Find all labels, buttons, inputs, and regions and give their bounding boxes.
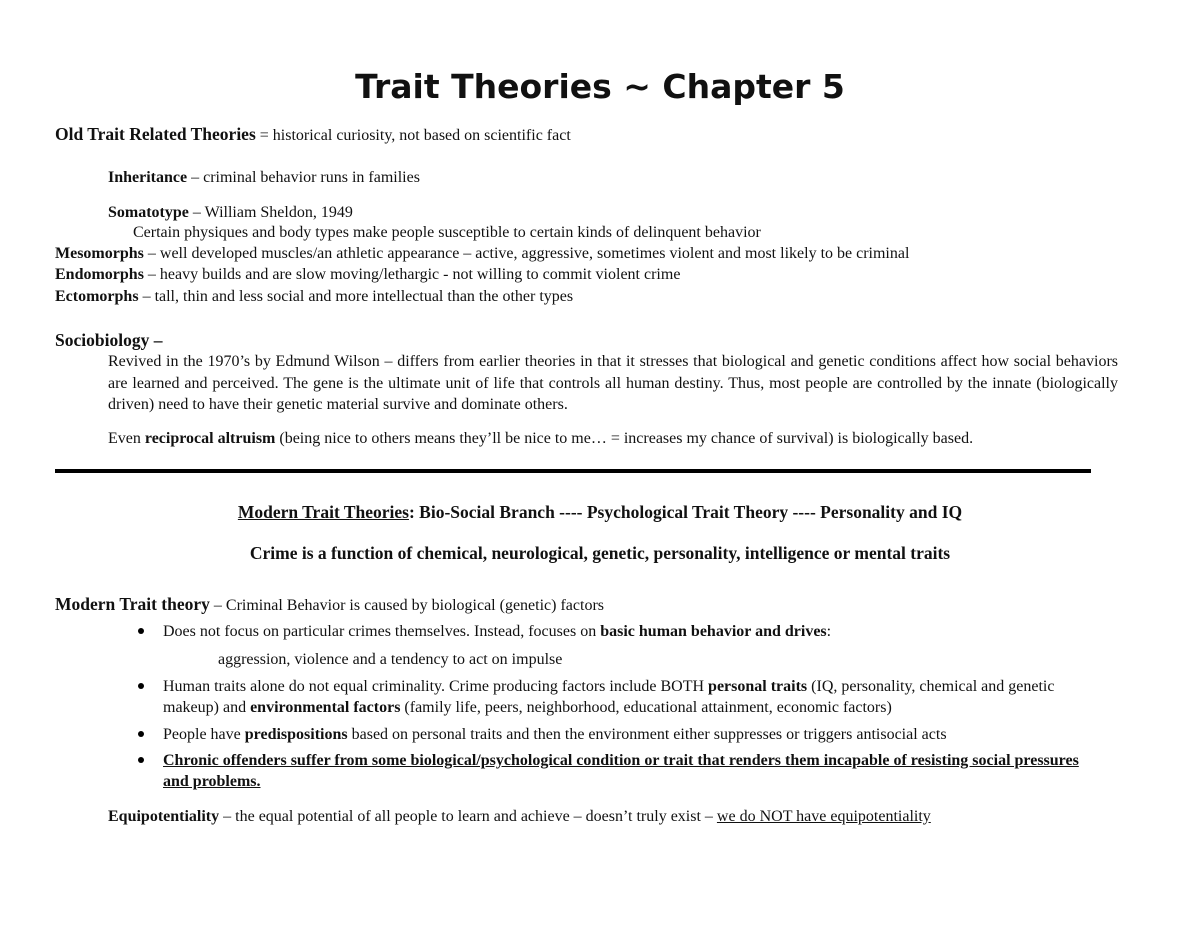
bullet-1-pre: Does not focus on particular crimes themselves. Instead, focuses on <box>163 623 601 640</box>
equipotentiality-term: Equipotentiality <box>108 808 220 825</box>
altruism-term: reciprocal altruism <box>144 430 276 447</box>
old-theories-desc: = historical curiosity, not based on scientific fact <box>255 127 571 144</box>
bullet-2-pre: Human traits alone do not equal criminality. Crime producing factors include BOTH <box>163 678 709 695</box>
inheritance-desc: – criminal behavior runs in families <box>187 169 420 186</box>
modern-banner-branches: : Bio-Social Branch ---- Psychological Trait Theory ---- Personality and IQ <box>408 502 963 522</box>
ectomorphs-term: Ectomorphs <box>55 288 139 305</box>
equipotentiality-conclusion: we do NOT have equipotentiality <box>716 808 931 825</box>
inheritance-line <box>108 168 420 188</box>
page-title: Trait Theories ~ Chapter 5 <box>355 67 845 106</box>
altruism-pre: Even <box>108 430 145 447</box>
old-theories-heading: Old Trait Related Theories <box>55 124 256 144</box>
modern-theory-term: Modern Trait theory <box>55 594 210 614</box>
endomorphs-term: Endomorphs <box>55 266 144 283</box>
bullet-dot <box>138 757 144 763</box>
bullet-dot <box>138 683 144 689</box>
section-divider <box>55 469 1091 473</box>
somatotype-detail: Certain physiques and body types make people susceptible to certain kinds of delinquent behavior <box>133 224 761 241</box>
modern-theory-desc: – Criminal Behavior is caused by biological (genetic) factors <box>209 597 604 614</box>
somatotype-line <box>108 203 353 223</box>
modern-banner <box>0 501 1200 523</box>
sociobiology-paragraph: Revived in the 1970’s by Edmund Wilson – differs from earlier theories in that it stresses that biological and genetic conditions affect how social behaviors are learned and perceived. The gene is the ultimate unit of life that controls all human destiny. Thus, most people are controlled by the innate (biologically driven) need to have their genetic material survive and dominate others. <box>108 353 1118 413</box>
bullet-2-post: (family life, peers, neighborhood, educational attainment, economic factors) <box>400 698 892 716</box>
bullet-traits-factors <box>163 677 1103 718</box>
ectomorphs-desc: – tall, thin and less social and more intellectual than the other types <box>138 288 574 305</box>
modern-banner-heading: Modern Trait Theories <box>237 502 409 522</box>
altruism-desc: (being nice to others means they’ll be nice to me… = increases my chance of survival) is biologically based. <box>275 430 974 447</box>
endomorphs-line <box>55 265 680 285</box>
ectomorphs-line <box>55 287 573 307</box>
bullet-2-bold-traits: personal traits <box>708 678 808 695</box>
equipotentiality-desc: – the equal potential of all people to learn and achieve – doesn’t truly exist – <box>219 808 717 825</box>
bullet-chronic-offenders: Chronic offenders suffer from some biological/psychological condition or trait that renders them incapable of resisting social pressures and problems. <box>163 752 1079 790</box>
bullet-dot <box>138 731 144 737</box>
bullet-2-bold-env: environmental factors <box>250 698 401 716</box>
bullet-3-bold: predispositions <box>244 726 348 743</box>
endomorphs-desc: – heavy builds and are slow moving/lethargic - not willing to commit violent crime <box>143 266 681 283</box>
bullet-predispositions <box>163 725 1103 746</box>
sociobiology-heading: Sociobiology – <box>55 330 163 350</box>
old-theories-line <box>55 124 571 146</box>
bullet-1-post: : <box>826 623 832 640</box>
bullet-1-bold: basic human behavior and drives <box>600 623 827 640</box>
altruism-line <box>108 429 973 449</box>
bullet-basic-behavior <box>163 622 1103 643</box>
somatotype-term: Somatotype <box>108 204 189 221</box>
bullet-2-mid: (IQ, personality, chemical and genetic makeup) and <box>163 678 1055 716</box>
bullet-1-subline: aggression, violence and a tendency to act on impulse <box>218 651 563 668</box>
mesomorphs-line <box>55 244 909 264</box>
modern-statement: Crime is a function of chemical, neurological, genetic, personality, intelligence or mental traits <box>249 543 951 563</box>
equipotentiality-line <box>108 807 931 827</box>
mesomorphs-desc: – well developed muscles/an athletic appearance – active, aggressive, sometimes violent and most likely to be criminal <box>143 245 910 262</box>
mesomorphs-term: Mesomorphs <box>55 245 144 262</box>
inheritance-term: Inheritance <box>108 169 188 186</box>
modern-theory-line <box>55 594 604 616</box>
bullet-dot <box>138 628 144 634</box>
bullet-3-post: based on personal traits and then the environment either suppresses or triggers antisocial acts <box>347 726 947 743</box>
somatotype-desc: – William Sheldon, 1949 <box>188 204 353 221</box>
bullet-3-pre: People have <box>163 726 245 743</box>
